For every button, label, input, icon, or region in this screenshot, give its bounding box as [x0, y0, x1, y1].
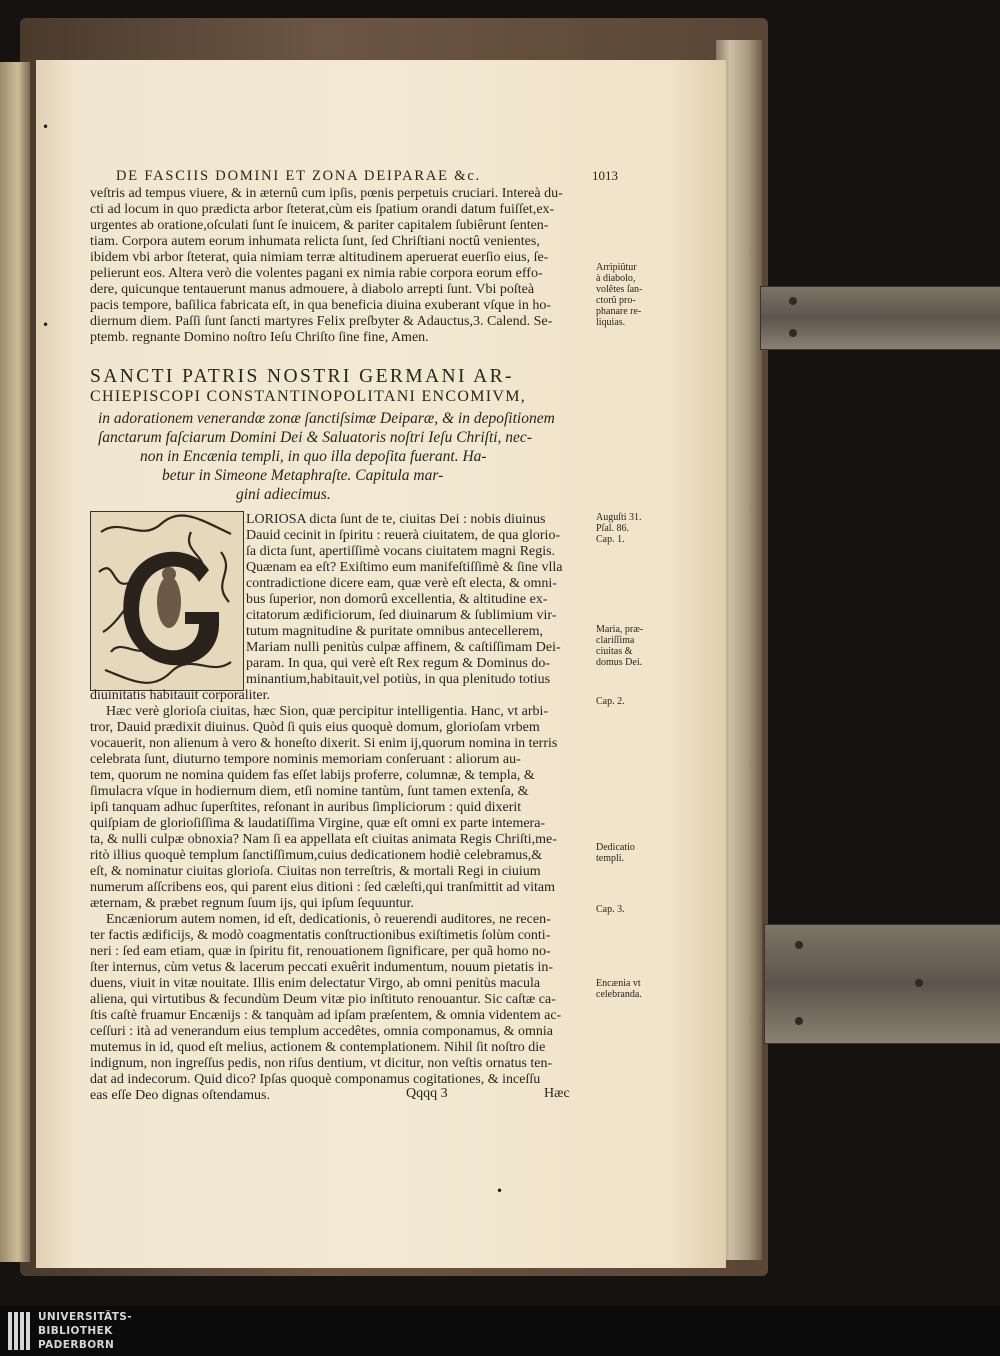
- text-line: ta, & nulli culpæ obnoxia? Nam ſi ea appellata eſt ciuitas animata Regis Chriſti,me-: [90, 832, 557, 847]
- text-line: ſter internus, cùm vetus & lacerum peccati exuêrit indumentum, nouum pietatis in-: [90, 960, 554, 975]
- text-line: ceſſuri : ità ad venerandum eius templum accedêtes, omnia componamus, & omnia: [90, 1024, 554, 1039]
- text-line: Hæc verè glorioſa ciuitas, hæc Sion, quæ percipitur intelligentia. Hanc, vt arbi-: [106, 704, 549, 719]
- text-line: numerum aſſcribens eos, qui parent eius ditioni : ſed cæleſti,qui tranſmittit ad vitam: [90, 880, 556, 895]
- text-line: vocauerit, non alienum à vero & honeſto dixerit. Si enim ij,quorum nomina in terris: [90, 736, 558, 751]
- text-line: ritò illius quoquè templum ſanctiſſimum,cuius dedicationem hodiè celebramus,&: [90, 848, 543, 863]
- text-line: eſt, & nominatur ciuitas glorioſa. Ciuitas non terreſtris, & mortali Regi in ciuium: [90, 864, 541, 879]
- text-line: pacis tempore, baſilica fabricata eſt, in qua beneficia diuina exuberant vſque in ho-: [90, 298, 552, 313]
- margin-line: Arripiûtur: [596, 262, 637, 273]
- text-line: quiſpiam de glorioſiſſima & laudatiſſima Virgine, quæ eſt omni ex parte intemera-: [90, 816, 546, 831]
- text-line: minantium,habitauit,vel potiùs, in qua plenitudo totius: [246, 672, 551, 687]
- text-line: mutemus in id, quod eſt melius, actionem & contemplationem. Nihil ſit noſtro die: [90, 1040, 546, 1055]
- library-logo-icon: [8, 1312, 30, 1350]
- text-line: indignum, non ingreſſus pedis, non riſus dentium, vt dicitur, non veſtis ornatus ten-: [90, 1056, 553, 1071]
- margin-line: Maria, præ-: [596, 624, 644, 635]
- margin-line: Dedicatio: [596, 842, 635, 853]
- text-line: urgentes ab oratione,oſculati ſunt ſe inuicem, & pariter capitalem ſubiêrunt ſenten-: [90, 218, 549, 233]
- margin-line: Pſal. 86.: [596, 523, 630, 534]
- text-line: tem, quorum ne nomina quidem fas eſſet labijs proferre, columnæ, & templa, &: [90, 768, 535, 783]
- margin-line: ctorû pro-: [596, 295, 636, 306]
- clasp-lower: [764, 924, 1000, 1044]
- running-title: DE FASCIIS DOMINI ET ZONA DEIPARAE &c.: [116, 168, 481, 184]
- margin-line: celebranda.: [596, 989, 642, 1000]
- margin-line: domus Dei.: [596, 657, 643, 668]
- text-line: neri : ſed eam etiam, quæ in ſpiritu fit, renouationem ſignificare, per quã homo no-: [90, 944, 551, 959]
- text-line: ibidem vbi arbor ſteterat, quia nimiam terræ altitudinem aperuerat euerſio eius, ſe-: [90, 250, 549, 265]
- ink-dot: •: [496, 1184, 504, 1198]
- signature-mark: Qqqq 3: [406, 1086, 448, 1101]
- text-line: ptemb. regnante Domino noſtro Ieſu Chriſto ſine fine, Amen.: [90, 330, 429, 345]
- text-line: celebrata ſunt, diuturno tempore nominis memoriam conſeruant : aliorum au-: [90, 752, 521, 767]
- title-italic-line: non in Encænia templi, in quo illa depoſita fuerant. Ha-: [140, 448, 487, 465]
- section-subtitle: CHIEPISCOPI CONSTANTINOPOLITANI ENCOMIVM,: [90, 388, 527, 405]
- margin-line: templi.: [596, 853, 625, 864]
- text-line: tiam. Corpora autem eorum inhumata relicta ſunt, ſed Chriſtiani noctû venientes,: [90, 234, 540, 249]
- text-line: aliena, qui virtutibus & fecundùm Deum vitæ pio inſtituto renouantur. Sic caſtæ ca-: [90, 992, 556, 1007]
- library-name: [38, 1310, 132, 1352]
- margin-line: phanare re-: [596, 306, 642, 317]
- text-line: æternam, & præbet regnum ſuum ijs, qui ipſum ſequuntur.: [90, 896, 414, 911]
- text-line: Encæniorum autem nomen, id eſt, dedicationis, ò reuerendi auditores, ne recen-: [106, 912, 551, 927]
- margin-line: Encænia vt: [596, 978, 641, 989]
- catchword: Hæc: [544, 1086, 570, 1101]
- ink-dot: •: [42, 120, 50, 134]
- text-line: Quænam ea eſt? Exiſtimo eum manifeſtiſſimè & ſine vlla: [246, 560, 563, 575]
- text-line: ſa dicta ſunt, apertiſſimè vocans ciuitatem magni Regis.: [246, 544, 556, 559]
- text-line: dere, quicunque tentauerunt manus admouere, à diabolo arrepti ſunt. Vbi poſteà: [90, 282, 535, 297]
- section-title: SANCTI PATRIS NOSTRI GERMANI AR-: [90, 366, 514, 387]
- title-italic-line: ſanctarum faſciarum Domini Dei & Saluatoris noſtri Ieſu Chriſti, nec-: [98, 429, 532, 446]
- left-page-edge: [0, 62, 30, 1262]
- clasp-upper: [760, 286, 1000, 350]
- text-line: Mariam nulli penitùs culpæ affinem, & caſtiſſimam Dei-: [246, 640, 561, 655]
- text-line: duens, viuit in vitæ nouitate. Illis enim delectatur Virgo, ab omni penitùs macula: [90, 976, 541, 991]
- title-italic-line: betur in Simeone Metaphraſte. Capitula mar-: [162, 467, 444, 484]
- text-line: LORIOSA dicta ſunt de te, ciuitas Dei : nobis diuinus: [246, 512, 546, 527]
- decorated-initial-g: [90, 511, 244, 691]
- title-italic-line: gini adiecimus.: [236, 486, 331, 503]
- margin-line: Cap. 2.: [596, 696, 625, 707]
- library-name-line: UNIVERSITÄTS-: [38, 1311, 133, 1323]
- margin-line: clariſſima: [596, 635, 635, 646]
- book-page: [36, 60, 726, 1268]
- margin-line: Cap. 3.: [596, 904, 625, 915]
- text-line: eas eſſe Deo dignas oſtendamus.: [90, 1088, 271, 1103]
- text-line: diuinitatis habitauit corporaliter.: [90, 688, 271, 703]
- ink-dot: •: [42, 318, 50, 332]
- ornament-initial-icon: [91, 512, 243, 690]
- text-line: cti ad locum in quo prædicta arbor ſteterat,cùm eis ſpatium orandi datum fuiſſet,ex-: [90, 202, 555, 217]
- margin-line: à diabolo,: [596, 273, 636, 284]
- margin-line: volêtes ſan-: [596, 284, 643, 295]
- text-line: bus ſuperior, non domorû excellentia, & altitudine ex-: [246, 592, 548, 607]
- page-number: 1013: [592, 168, 618, 183]
- text-line: ipſi tanquam adhuc ſuperſtites, reſonant in auribus ſimpliciorum : quid dixerit: [90, 800, 522, 815]
- text-line: param. In qua, qui verè eſt Rex regum & Dominus do-: [246, 656, 551, 671]
- margin-line: liquias.: [596, 317, 626, 328]
- margin-line: Auguſti 31.: [596, 512, 642, 523]
- footer-bar: [0, 1306, 1000, 1356]
- text-line: ſtis caſtè fruamur Encænijs : & tanquàm ad ipſam præſentem, & omnia videntem ac-: [90, 1008, 562, 1023]
- title-italic-line: in adorationem venerandæ zonæ ſanctiſsimæ Deiparæ, & in depoſitionem: [98, 410, 555, 427]
- text-line: tror, Dauid prædixit diuinus. Quòd ſi quis eius quoquè domum, glorioſam vrbem: [90, 720, 540, 735]
- margin-line: ciuitas &: [596, 646, 633, 657]
- text-line: contradictione dicere eam, quæ verè eſt electa, & omni-: [246, 576, 557, 591]
- text-line: tutum magnitudine & puritate omnibus antecellerem,: [246, 624, 544, 639]
- library-name-line: PADERBORN: [38, 1339, 115, 1351]
- library-name-line: BIBLIOTHEK: [38, 1325, 113, 1337]
- text-line: diernum diem. Paſſi ſunt ſancti martyres Felix preſbyter & Adauctus,3. Calend. Se-: [90, 314, 553, 329]
- text-line: ter factis ædificijs, & modò coagmentatis conſtructionibus exiſtimetis ſolùm conti-: [90, 928, 551, 943]
- text-line: citatorum ædificiorum, ſed diuinarum & ſublimium vir-: [246, 608, 557, 623]
- text-line: veſtris ad tempus viuere, & in æternû cum ipſis, pœnis perpetuis cruciari. Intereà du-: [90, 186, 563, 201]
- text-line: pelierunt eos. Altera verò die volentes pagani ex nimia rabie corpora eorum effo-: [90, 266, 543, 281]
- margin-line: Cap. 1.: [596, 534, 625, 545]
- text-line: dat ad indecorum. Quid dico? Ipſas quoquè componamus cogitationes, & inceſſu: [90, 1072, 541, 1087]
- text-line: ſimulacra vſque in hodiernum diem, etſi nomine tantùm, ſunt tamen extenſa, &: [90, 784, 529, 799]
- text-line: Dauid cecinit in ſpiritu : reuerà ciuitatem, de qua glorio-: [246, 528, 561, 543]
